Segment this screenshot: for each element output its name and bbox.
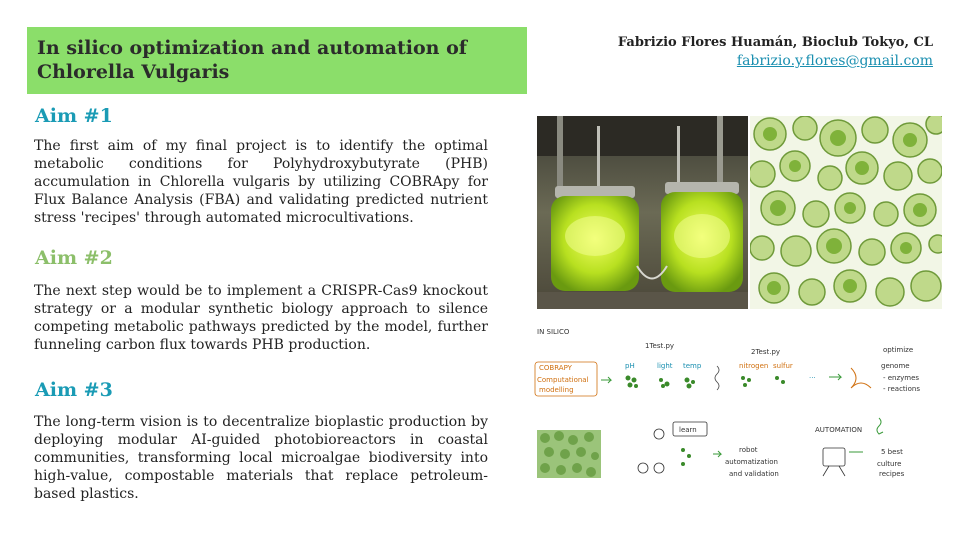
author-name: Fabrizio Flores Huamán, Bioclub Tokyo, CL xyxy=(617,35,933,50)
sketch-best-label: 5 best xyxy=(881,448,903,456)
sketch-light-label: light xyxy=(657,362,673,370)
sketch-validation-label: and validation xyxy=(729,470,779,478)
title-banner xyxy=(27,27,527,94)
aim-3-heading: Aim #3 xyxy=(35,379,113,401)
bioreactor-photo xyxy=(537,116,748,309)
sketch-optimize-label: optimize xyxy=(883,346,914,354)
sketch-modelling-label: modelling xyxy=(539,386,574,394)
sketch-in-silico-label: IN SILICO xyxy=(537,328,570,336)
sketch-sulfur-label: sulfur xyxy=(773,362,793,370)
aim-1-text: The first aim of my final project is to identify the optimal metabolic conditions for Polyhydroxybutyrate (PHB) accumulation in Chlorella vulgaris by utilizing COBRApy for Flux Balance Analysis (FBA) and validating predicted nutrient stress 'recipes' through automated microcultivations. xyxy=(34,138,488,226)
sketch-nitrogen-label: nitrogen xyxy=(739,362,769,370)
sketch-second-test-label: 2Test.py xyxy=(751,348,781,356)
aim-2-heading: Aim #2 xyxy=(35,247,113,269)
ph-group xyxy=(625,362,638,388)
author-email-link[interactable]: fabrizio.y.flores@gmail.com xyxy=(736,53,933,69)
aim-1-heading: Aim #1 xyxy=(35,105,113,127)
sketch-learn-label: learn xyxy=(679,426,697,434)
svg-text:···: ··· xyxy=(809,374,816,382)
microscope-thumbnail xyxy=(537,430,601,478)
sketch-genome-label: genome xyxy=(881,362,910,370)
light-group xyxy=(657,362,673,388)
microalgae-micrograph xyxy=(750,116,942,309)
sketch-robot-label: robot xyxy=(739,446,758,454)
author-block xyxy=(618,34,933,70)
sketch-cobrapy-label: COBRAPY xyxy=(539,364,572,372)
sketch-recipes-label: recipes xyxy=(879,470,905,478)
sketch-first-test-label: 1Test.py xyxy=(645,342,675,350)
sketch-culture-label: culture xyxy=(877,460,902,468)
sketch-temp-label: temp xyxy=(683,362,702,370)
aim-2-text: The next step would be to implement a CRISPR-Cas9 knockout strategy or a modular synthetic biology approach to silence competing metabolic pathways predicted by the model, further funneling carbon flux towards PHB production. xyxy=(34,283,488,353)
nitrogen-group xyxy=(739,362,768,387)
sulfur-group xyxy=(773,362,793,384)
sketch-automation-label: AUTOMATION xyxy=(815,426,863,434)
sketch-computational-label: Computational xyxy=(537,376,589,384)
sketch-ph-label: pH xyxy=(625,362,635,370)
aim-3-text: The long-term vision is to decentralize bioplastic production by deploying modular AI-guided photobioreactors in coastal communities, transforming local microalgae biodiversity into high-value, compostable materials that replace petroleum-based plastics. xyxy=(34,414,488,502)
sketch-automatization-label: automatization xyxy=(725,458,778,466)
temp-group xyxy=(683,362,702,389)
page-title: In silico optimization and automation of Chlorella Vulgaris xyxy=(37,37,467,83)
sketch-enzymes-label: - enzymes xyxy=(883,374,920,382)
sketch-reactions-label: - reactions xyxy=(883,385,920,393)
workflow-sketch xyxy=(533,322,943,487)
